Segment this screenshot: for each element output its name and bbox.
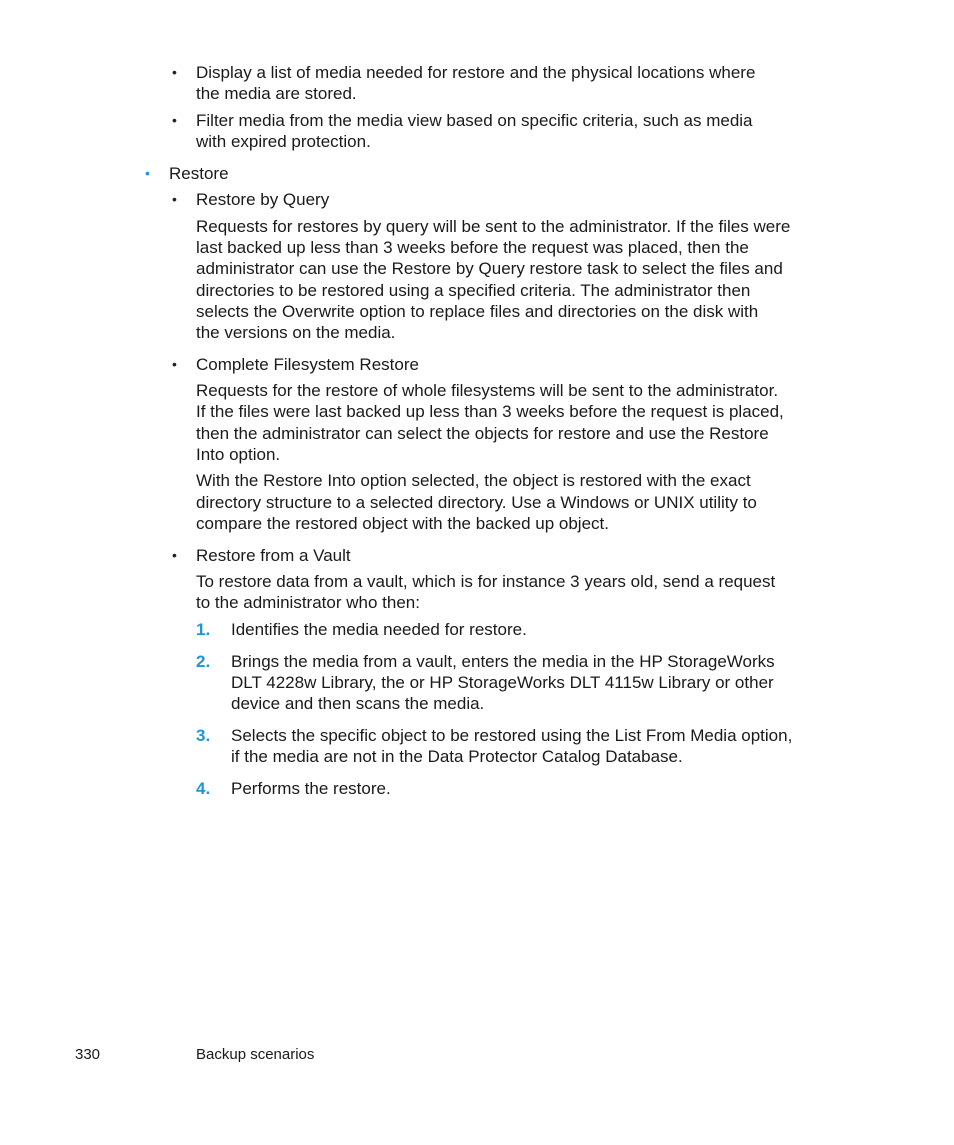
bullet-icon: •	[145, 165, 150, 181]
complete-para1-line: If the files were last backed up less than 3 weeks before the request is placed,	[196, 402, 784, 421]
step-3-line: if the media are not in the Data Protector Catalog Database.	[231, 747, 683, 766]
query-para-line: directories to be restored using a specified criteria. The administrator then	[196, 281, 751, 300]
step-4-line: Performs the restore.	[231, 779, 391, 798]
step-number: 1.	[196, 620, 211, 639]
query-para-line: last backed up less than 3 weeks before the request was placed, then the	[196, 238, 749, 257]
complete-para1-line: Into option.	[196, 445, 281, 464]
vault-restore-label: Restore from a Vault	[196, 546, 351, 565]
bullet-icon: •	[172, 547, 177, 563]
intro-bullet-2-line-2: with expired protection.	[196, 132, 371, 151]
bullet-icon: •	[172, 112, 177, 128]
step-2-line: device and then scans the media.	[231, 694, 485, 713]
complete-para2-line: directory structure to a selected directory. Use a Windows or UNIX utility to	[196, 493, 757, 512]
restore-by-query-label: Restore by Query	[196, 190, 330, 209]
step-2-line: Brings the media from a vault, enters the media in the HP StorageWorks	[231, 652, 775, 671]
intro-bullet-1-line-2: the media are stored.	[196, 84, 357, 103]
footer-section-title: Backup scenarios	[196, 1046, 315, 1063]
step-number: 4.	[196, 779, 211, 798]
complete-para1-line: then the administrator can select the objects for restore and use the Restore	[196, 424, 769, 443]
complete-restore-label: Complete Filesystem Restore	[196, 355, 419, 374]
intro-bullet-2-line-1: Filter media from the media view based on specific criteria, such as media	[196, 111, 753, 130]
complete-para2-line: compare the restored object with the backed up object.	[196, 514, 609, 533]
complete-para2-line: With the Restore Into option selected, the object is restored with the exact	[196, 471, 751, 490]
query-para-line: administrator can use the Restore by Query restore task to select the files and	[196, 259, 783, 278]
bullet-icon: •	[172, 64, 177, 80]
query-para-line: the versions on the media.	[196, 323, 396, 342]
query-para-line: Requests for restores by query will be sent to the administrator. If the files were	[196, 217, 791, 236]
step-1-line: Identifies the media needed for restore.	[231, 620, 527, 639]
step-3-line: Selects the specific object to be restored using the List From Media option,	[231, 726, 793, 745]
intro-bullet-1-line-1: Display a list of media needed for restore and the physical locations where	[196, 63, 756, 82]
vault-para-line: To restore data from a vault, which is for instance 3 years old, send a request	[196, 572, 776, 591]
step-number: 2.	[196, 652, 211, 671]
query-para-line: selects the Overwrite option to replace files and directories on the disk with	[196, 302, 759, 321]
restore-label: Restore	[169, 164, 229, 183]
vault-para-line: to the administrator who then:	[196, 593, 420, 612]
bullet-icon: •	[172, 191, 177, 207]
complete-para1-line: Requests for the restore of whole filesystems will be sent to the administrator.	[196, 381, 779, 400]
bullet-icon: •	[172, 356, 177, 372]
step-2-line: DLT 4228w Library, the or HP StorageWorks DLT 4115w Library or other	[231, 673, 774, 692]
page-number: 330	[75, 1046, 101, 1063]
step-number: 3.	[196, 726, 211, 745]
